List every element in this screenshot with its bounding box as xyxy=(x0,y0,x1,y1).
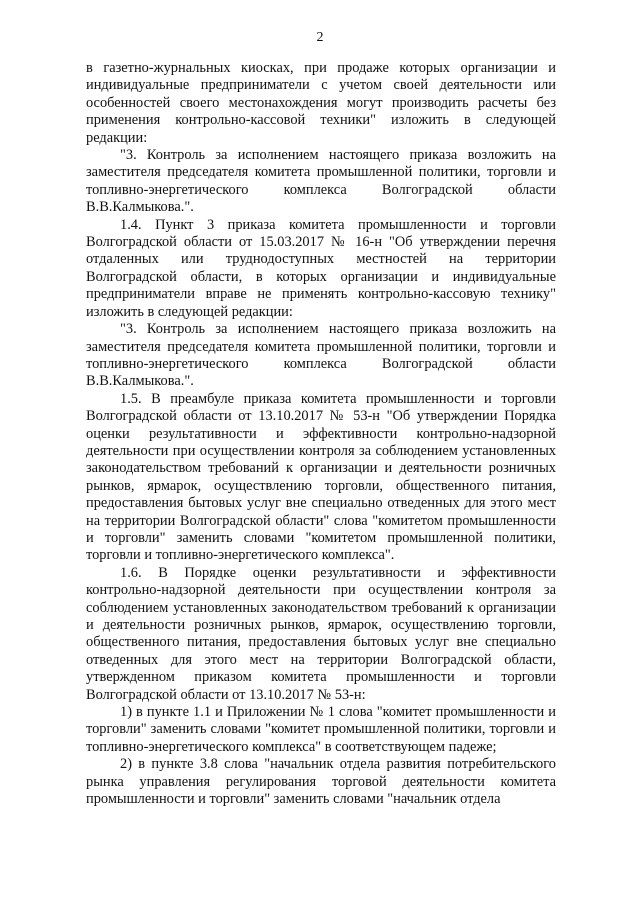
paragraph-1-6: 1.6. В Порядке оценки результативности и эффективности контрольно-надзорной деятельности при осуществлении контроля за соблюдением установленных законодательством требований к организации и деятельности розничных рынков, ярмарок, осуществлению торговли, общественного питания, предоставления бытовых услуг вне специально отведенных для этого мест на территории Волгоградской области, утвержденном приказом комитета промышленности и торговли Волгоградской области от 13.10.2017 № 53-н: xyxy=(86,564,556,703)
paragraph-continuation: в газетно-журнальных киосках, при продаже которых организации и индивидуальные предприниматели с учетом своей деятельности или особенностей своего местонахождения могут производить расчеты без применения контрольно-кассовой техники" изложить в следующей редакции: xyxy=(86,60,556,146)
paragraph-1-4: 1.4. Пункт 3 приказа комитета промышленности и торговли Волгоградской области от 15.03.2017 № 16-н "Об утверждении перечня отдаленных или труднодоступных местностей на территории Волгоградской области, в которых организации и индивидуальные предприниматели вправе не применять контрольно-кассовую технику" изложить в следующей редакции: xyxy=(86,216,556,320)
paragraph-1-5: 1.5. В преамбуле приказа комитета промышленности и торговли Волгоградской области от 13.10.2017 № 53-н "Об утверждении Порядка оценки результативности и эффективности контрольно-надзорной деятельности при осуществлении контроля за соблюдением установленных законодательством требований к организации и деятельности розничных рынков, ярмарок, осуществлению торговли, общественного питания, предоставления бытовых услуг вне специально отведенных для этого мест на территории Волгоградской области" слова "комитетом промышленности и торговли" заменить словами "комитетом промышленной политики, торговли и топливно-энергетического комплекса". xyxy=(86,390,556,564)
document-body xyxy=(86,60,556,808)
paragraph-quote-2: "3. Контроль за исполнением настоящего приказа возложить на заместителя председателя комитета промышленной политики, торговли и топливно-энергетического комплекса Волгоградской области В.В.Калмыкова.". xyxy=(86,321,556,390)
paragraph-item-1: 1) в пункте 1.1 и Приложении № 1 слова "комитет промышленности и торговли" заменить словами "комитет промышленной политики, торговли и топливно-энергетического комплекса" в соответствующем падеже; xyxy=(86,704,556,755)
page-number: 2 xyxy=(316,30,324,45)
paragraph-item-2: 2) в пункте 3.8 слова "начальник отдела развития потребительского рынка управления регулирования торговой деятельности комитета промышленности и торговли" заменить словами "начальник отдела xyxy=(86,756,556,808)
paragraph-quote-1: "3. Контроль за исполнением настоящего приказа возложить на заместителя председателя комитета промышленной политики, торговли и топливно-энергетического комплекса Волгоградской области В.В.Калмыкова.". xyxy=(86,147,556,216)
